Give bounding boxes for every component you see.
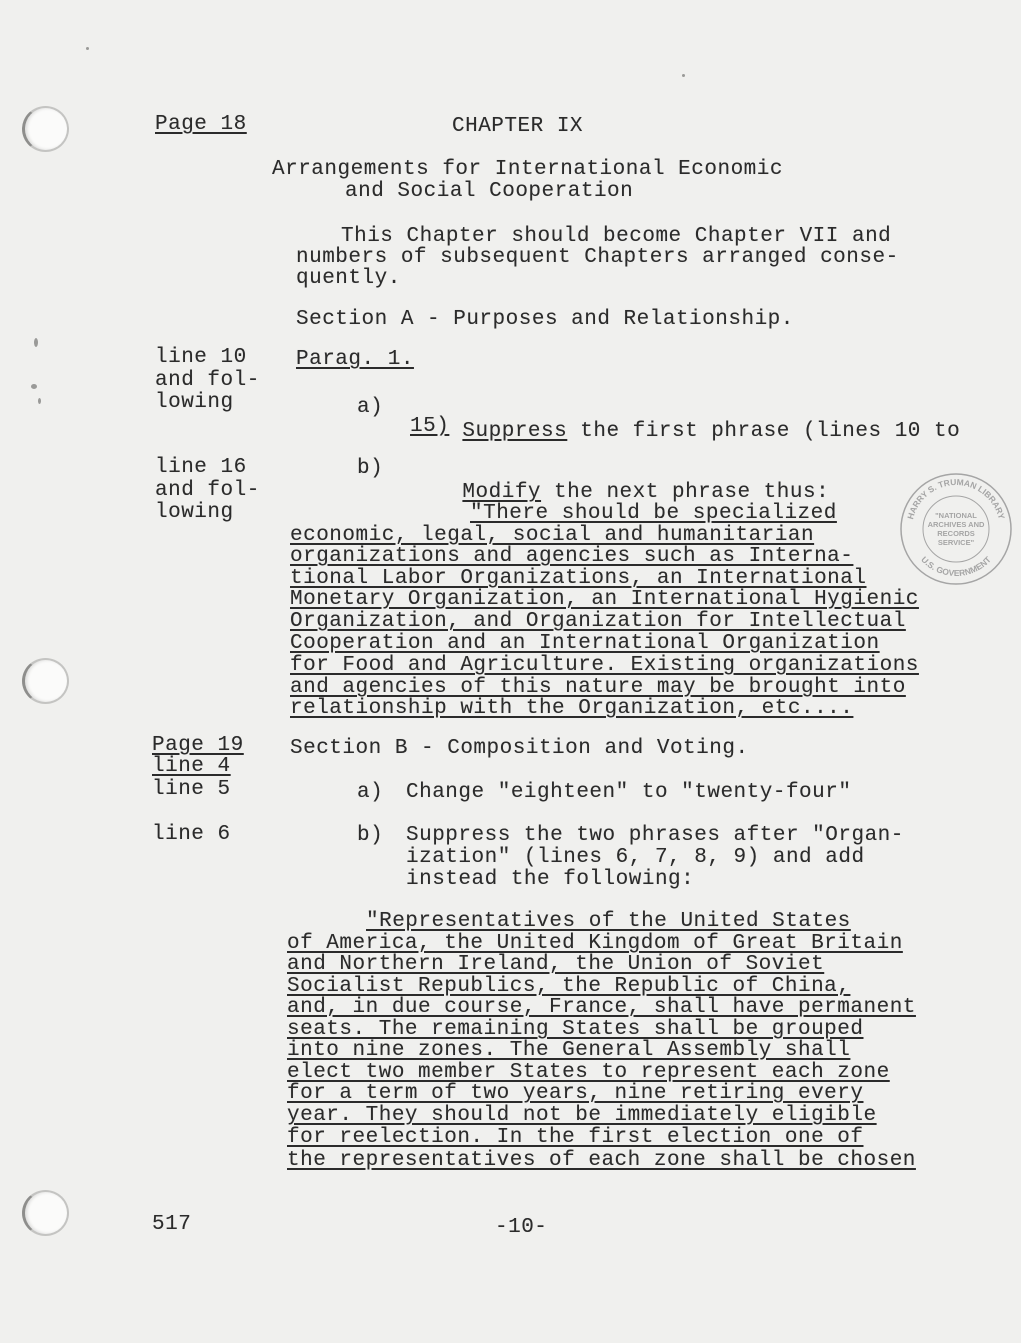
margin-note: line 5 [152, 778, 231, 801]
stamp-top-label: HARRY S. TRUMAN LIBRARY [905, 476, 1007, 521]
quote-line: into nine zones. The General Assembly shall [287, 1039, 851, 1062]
item-text: instead the following: [406, 868, 695, 891]
quote-line: Monetary Organization, an International Hygienic [290, 588, 919, 611]
ink-speck [34, 338, 38, 347]
margin-note: line 4 [152, 755, 231, 778]
item-text: Suppress the two phrases after "Organ- [406, 824, 904, 847]
item-text: ization" (lines 6, 7, 8, 9) and add [406, 846, 865, 869]
quote-line: and, in due course, France, shall have permanent [287, 996, 916, 1019]
margin-note: line 16 [155, 456, 247, 479]
margin-page-reference: Page 19 [152, 734, 244, 757]
ink-speck [682, 74, 685, 77]
margin-note: lowing [155, 391, 234, 414]
item-label: b) [357, 457, 384, 480]
section-a-heading: Section A - Purposes and Relationship. [296, 308, 794, 331]
page-number: -10- [495, 1216, 548, 1239]
page-reference: Page 18 [155, 113, 247, 136]
binder-hole-top [22, 106, 69, 152]
item-text: Change "eighteen" to "twenty-four" [406, 781, 852, 804]
chapter-heading: CHAPTER IX [452, 115, 584, 138]
stamp-bottom-text [919, 554, 993, 578]
quote-line: relationship with the Organization, etc.... [290, 697, 854, 720]
quote-line: "There should be specialized [470, 502, 837, 525]
item-text-rest: the first phrase (lines 10 to [580, 420, 961, 443]
ink-speck [31, 384, 37, 389]
ink-speck [86, 47, 89, 50]
section-b-heading: Section B - Composition and Voting. [290, 737, 749, 760]
quote-line: seats. The remaining States shall be grouped [287, 1018, 864, 1041]
binder-hole-bottom [22, 1190, 69, 1236]
stamp-center-line: ARCHIVES AND [927, 520, 985, 529]
quote-line: elect two member States to represent each zone [287, 1061, 890, 1084]
margin-note: and fol- [155, 369, 260, 392]
quote-line: and agencies of this nature may be brought into [290, 676, 906, 699]
quote-line: the representatives of each zone shall be chosen [287, 1149, 916, 1172]
stamp-bottom-label: U.S. GOVERNMENT [919, 554, 993, 579]
quote-line: year. They should not be immediately eligible [287, 1104, 877, 1127]
intro-line: numbers of subsequent Chapters arranged conse- [296, 246, 899, 269]
item-verb: Modify [462, 481, 542, 504]
archive-stamp [898, 468, 1014, 590]
stamp-center-line: SERVICE" [937, 538, 975, 547]
quote-line: Cooperation and an International Organization [290, 632, 880, 655]
item-label: a) [357, 781, 384, 804]
item-label: a) [357, 396, 384, 419]
stamp-center-line: RECORDS [937, 529, 975, 538]
quote-line: organizations and agencies such as Interna- [290, 545, 854, 568]
quote-line: of America, the United Kingdom of Great Britain [287, 932, 903, 955]
intro-line: This Chapter should become Chapter VII and [341, 225, 892, 248]
quote-line: "Representatives of the United States [366, 910, 851, 933]
quote-line: for a term of two years, nine retiring every [287, 1082, 864, 1105]
margin-note: and fol- [155, 479, 260, 502]
margin-note: line 6 [152, 823, 231, 846]
chapter-title-line: Arrangements for International Economic [272, 158, 783, 181]
margin-note: line 10 [155, 346, 247, 369]
quote-line: for Food and Agriculture. Existing organizations [290, 654, 919, 677]
quote-line: Organization, and Organization for Intellectual [290, 610, 906, 633]
quote-line: for reelection. In the first election one of [287, 1126, 864, 1149]
quote-line: Socialist Republics, the Republic of China, [287, 975, 851, 998]
binder-hole-middle [22, 658, 69, 704]
paragraph-label: Parag. 1. [296, 348, 414, 371]
item-label: b) [357, 824, 384, 847]
quote-line: and Northern Ireland, the Union of Soviet [287, 953, 825, 976]
quote-line: economic, legal, social and humanitarian [290, 524, 815, 547]
item-verb: Suppress [462, 420, 568, 443]
item-text-rest: the next phrase thus: [554, 481, 830, 504]
chapter-title-line: and Social Cooperation [345, 180, 634, 203]
item-text-continuation: 15) [410, 415, 450, 438]
stamp-center-line: "NATIONAL [935, 511, 977, 520]
margin-note: lowing [155, 501, 234, 524]
intro-line: quently. [296, 267, 401, 290]
document-number: 517 [152, 1213, 192, 1236]
ink-speck [38, 398, 41, 404]
quote-line: tional Labor Organizations, an International [290, 567, 867, 590]
